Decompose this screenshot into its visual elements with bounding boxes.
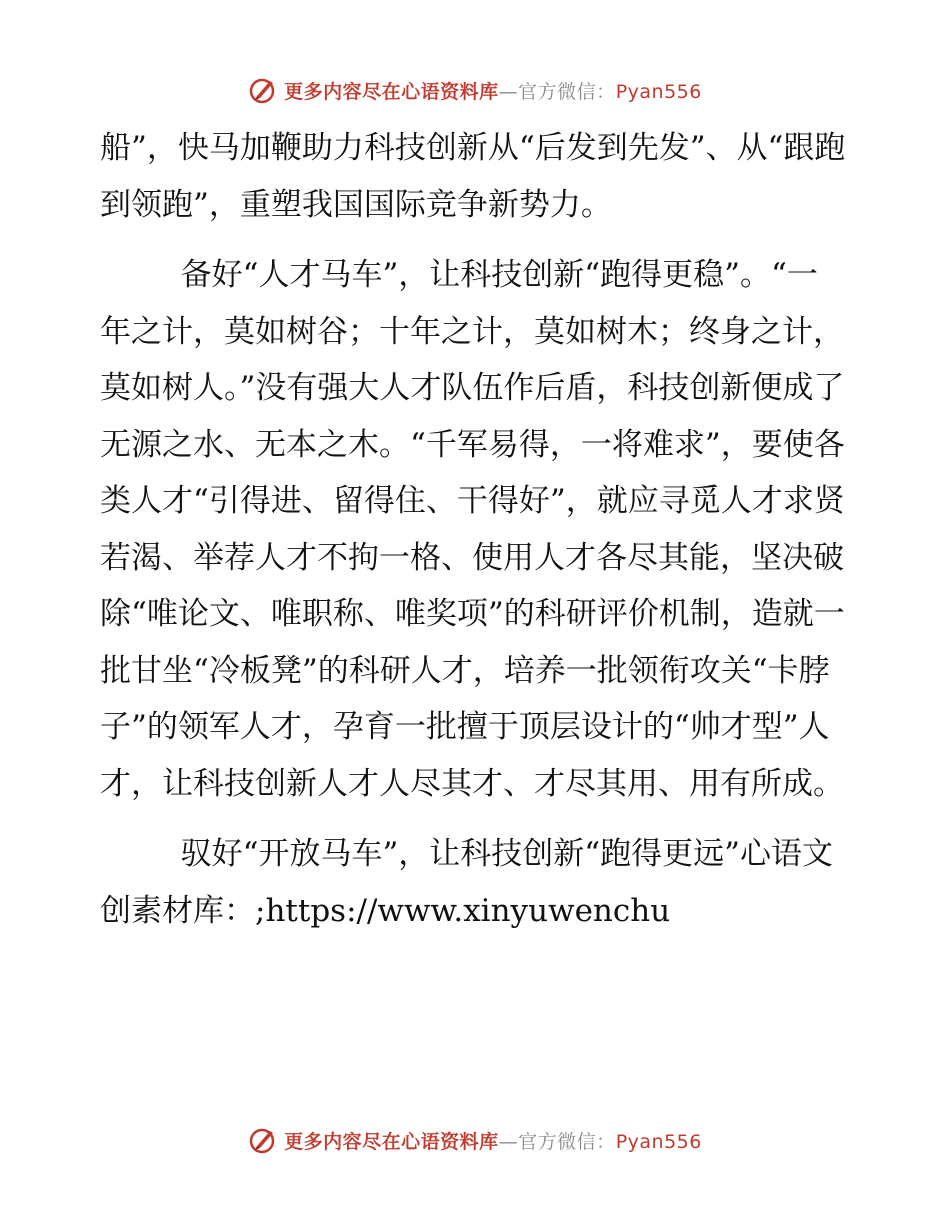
- watermark-id: Pyan556: [615, 80, 702, 103]
- header-watermark: [0, 70, 950, 110]
- watermark-id: Pyan556: [615, 1130, 702, 1153]
- watermark-label: 官方微信：: [518, 80, 616, 103]
- watermark-text: [284, 1127, 702, 1154]
- watermark-brand: 更多内容尽在心语资料库: [284, 1130, 499, 1153]
- watermark-dash: —: [498, 80, 519, 103]
- paragraph-continuation: 船”，快马加鞭助力科技创新从“后发到先发”、从“跟跑到领跑”，重塑我国国际竞争新势力。: [100, 130, 846, 223]
- footer-watermark: [0, 1120, 950, 1160]
- paragraph-openness: 驭好“开放马车”，让科技创新“跑得更远”心语文创素材库：;https://www.xinyuwenchu: [100, 836, 833, 929]
- watermark-brand: 更多内容尽在心语资料库: [284, 80, 499, 103]
- document-body: [100, 120, 848, 939]
- watermark-label: 官方微信：: [518, 1130, 616, 1153]
- watermark-text: [284, 77, 702, 104]
- paragraph-talent: 备好“人才马车”，让科技创新“跑得更稳”。“一年之计，莫如树谷；十年之计，莫如树木；终身之计，莫如树人。”没有强大人才队伍作后盾，科技创新便成了无源之水、无本之木。“千军易得，一将难求”，要使各类人才“引得进、留得住、干得好”，就应寻觅人才求贤若渴、举荐人才不拘一格、使用人才各尽其能，坚决破除“唯论文、唯职称、唯奖项”的科研评价机制，造就一批甘坐“冷板凳”的科研人才，培养一批领衔攻关“卡脖子”的领军人才，孕育一批擅于顶层设计的“帅才型”人才，让科技创新人才人尽其才、才尽其用、用有所成。: [100, 257, 845, 802]
- quill-logo-icon: [248, 1125, 278, 1155]
- quill-logo-icon: [248, 75, 278, 105]
- watermark-dash: —: [498, 1130, 519, 1153]
